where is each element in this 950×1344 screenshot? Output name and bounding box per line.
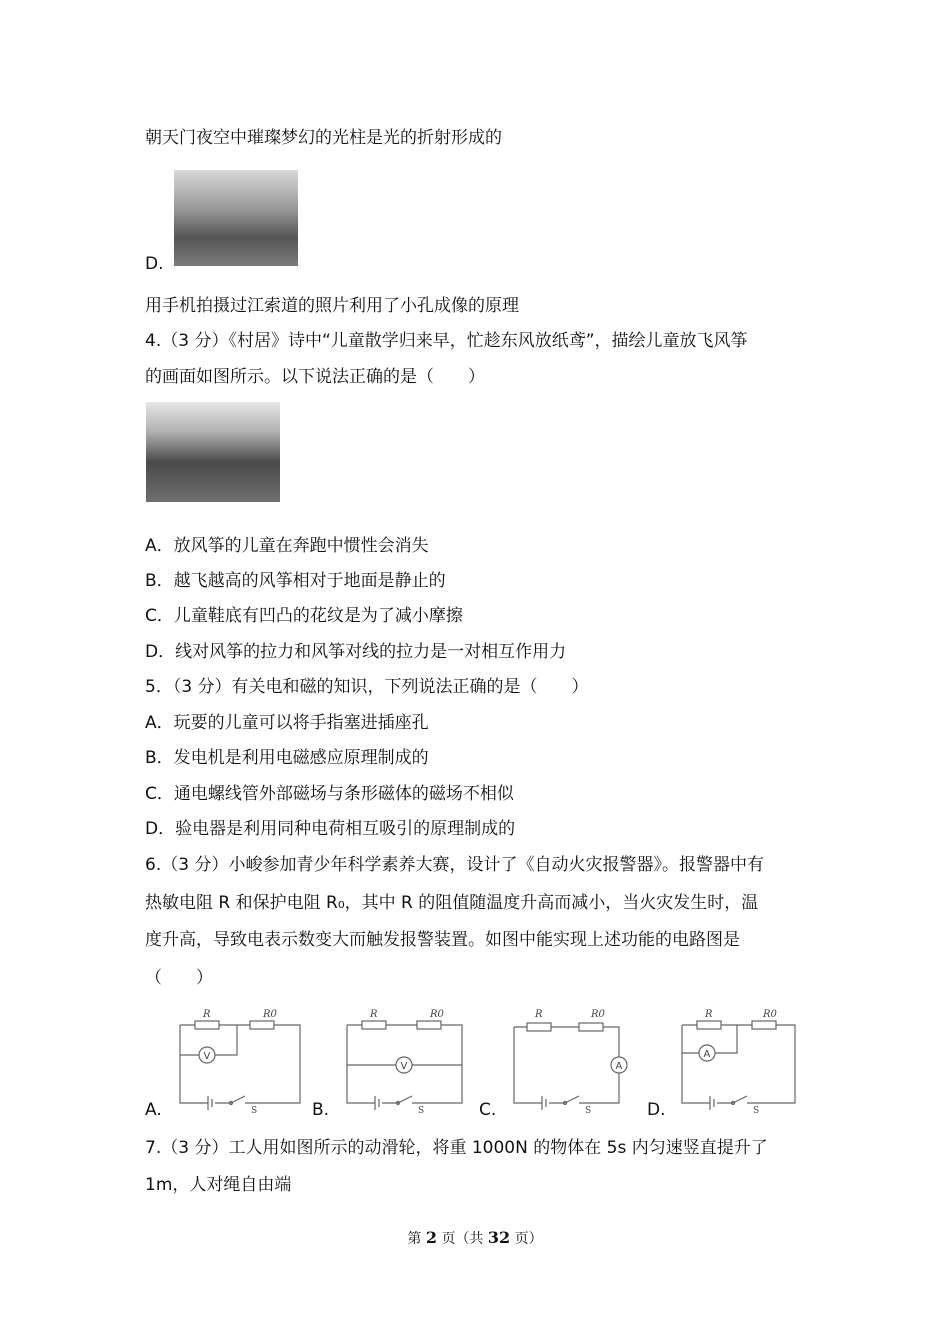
question-7-stem-2: 1m，人对绳自由端 (145, 1175, 292, 1195)
circuit-c-option-label: C. (479, 1100, 497, 1120)
circuit-c-switch-label: S (585, 1106, 592, 1115)
page-footer (0, 1228, 950, 1248)
circuit-a-option-label: A. (145, 1100, 162, 1120)
question-5-option-a: A．玩要的儿童可以将手指塞进插座孔 (145, 713, 429, 733)
footer-total-pages: 32 (487, 1228, 511, 1247)
circuit-c-r0-label: R0 (591, 1009, 605, 1020)
footer-middle: 页（共 (441, 1231, 484, 1247)
circuit-b-r-label: R (370, 1009, 378, 1020)
footer-suffix: 页） (514, 1231, 543, 1247)
circuit-b-r0-label: R0 (430, 1009, 444, 1020)
circuit-b-diagram (342, 1005, 472, 1115)
question-5-option-c: C．通电螺线管外部磁场与条形磁体的磁场不相似 (145, 784, 514, 804)
circuit-d-diagram (677, 1005, 807, 1115)
question-4-stem-2: 的画面如图所示。以下说法正确的是（ ） (145, 367, 485, 387)
circuit-a-switch-label: S (251, 1106, 258, 1115)
circuit-b-meter-label: V (400, 1061, 408, 1072)
circuit-c-diagram (509, 1005, 639, 1115)
statement-d-text: 用手机拍摄过江索道的照片利用了小孔成像的原理 (145, 296, 519, 316)
circuit-a-r-label: R (203, 1009, 211, 1020)
circuit-d-r-label: R (705, 1009, 713, 1020)
kite-photo (146, 402, 280, 502)
question-4-option-c: C．儿童鞋底有凹凸的花纹是为了减小摩擦 (145, 606, 463, 626)
question-6-stem-2: 热敏电阻 R 和保护电阻 R₀，其中 R 的阻值随温度升高而减小，当火灾发生时，温 (145, 893, 759, 913)
circuit-a-meter-label: V (203, 1051, 211, 1062)
question-6-stem-1: 6.（3 分）小峻参加青少年科学素养大赛，设计了《自动火灾报警器》。报警器中有 (145, 855, 764, 875)
circuit-a-diagram (175, 1005, 305, 1115)
question-5-option-d: D．验电器是利用同种电荷相互吸引的原理制成的 (145, 819, 516, 839)
circuit-d-option-label: D. (647, 1100, 666, 1120)
question-4-option-b: B．越飞越高的风筝相对于地面是静止的 (145, 571, 446, 591)
circuit-d-r0-label: R0 (763, 1009, 777, 1020)
question-4-option-a: A．放风筝的儿童在奔跑中惯性会消失 (145, 536, 429, 556)
question-4-stem-1: 4.（3 分）《村居》诗中“儿童散学归来早，忙趁东风放纸鸢”，描绘儿童放飞风筝 (145, 331, 748, 351)
circuit-c-r-label: R (535, 1009, 543, 1020)
question-5-stem: 5．（3 分）有关电和磁的知识，下列说法正确的是（ ） (145, 677, 589, 697)
question-4-option-d: D．线对风筝的拉力和风筝对线的拉力是一对相互作用力 (145, 642, 567, 662)
question-6-stem-3: 度升高，导致电表示数变大而触发报警装置。如图中能实现上述功能的电路图是 (145, 930, 740, 950)
footer-page-number: 2 (425, 1228, 437, 1247)
statement-c-text: 朝天门夜空中璀璨梦幻的光柱是光的折射形成的 (145, 128, 502, 148)
question-7-stem-1: 7.（3 分）工人用如图所示的动滑轮，将重 1000N 的物体在 5s 内匀速竖直提升了 (145, 1138, 768, 1158)
circuit-d-meter-label: A (703, 1049, 711, 1060)
option-d-label: D. (145, 254, 164, 274)
question-5-option-b: B．发电机是利用电磁感应原理制成的 (145, 748, 429, 768)
circuit-d-switch-label: S (753, 1106, 760, 1115)
circuit-b-option-label: B. (312, 1100, 330, 1120)
circuit-a-r0-label: R0 (263, 1009, 277, 1020)
footer-prefix: 第 (407, 1231, 422, 1247)
question-6-stem-4: （ ） (145, 968, 213, 988)
cableway-photo (174, 170, 298, 266)
circuit-b-switch-label: S (418, 1106, 425, 1115)
circuit-c-meter-label: A (615, 1061, 623, 1072)
